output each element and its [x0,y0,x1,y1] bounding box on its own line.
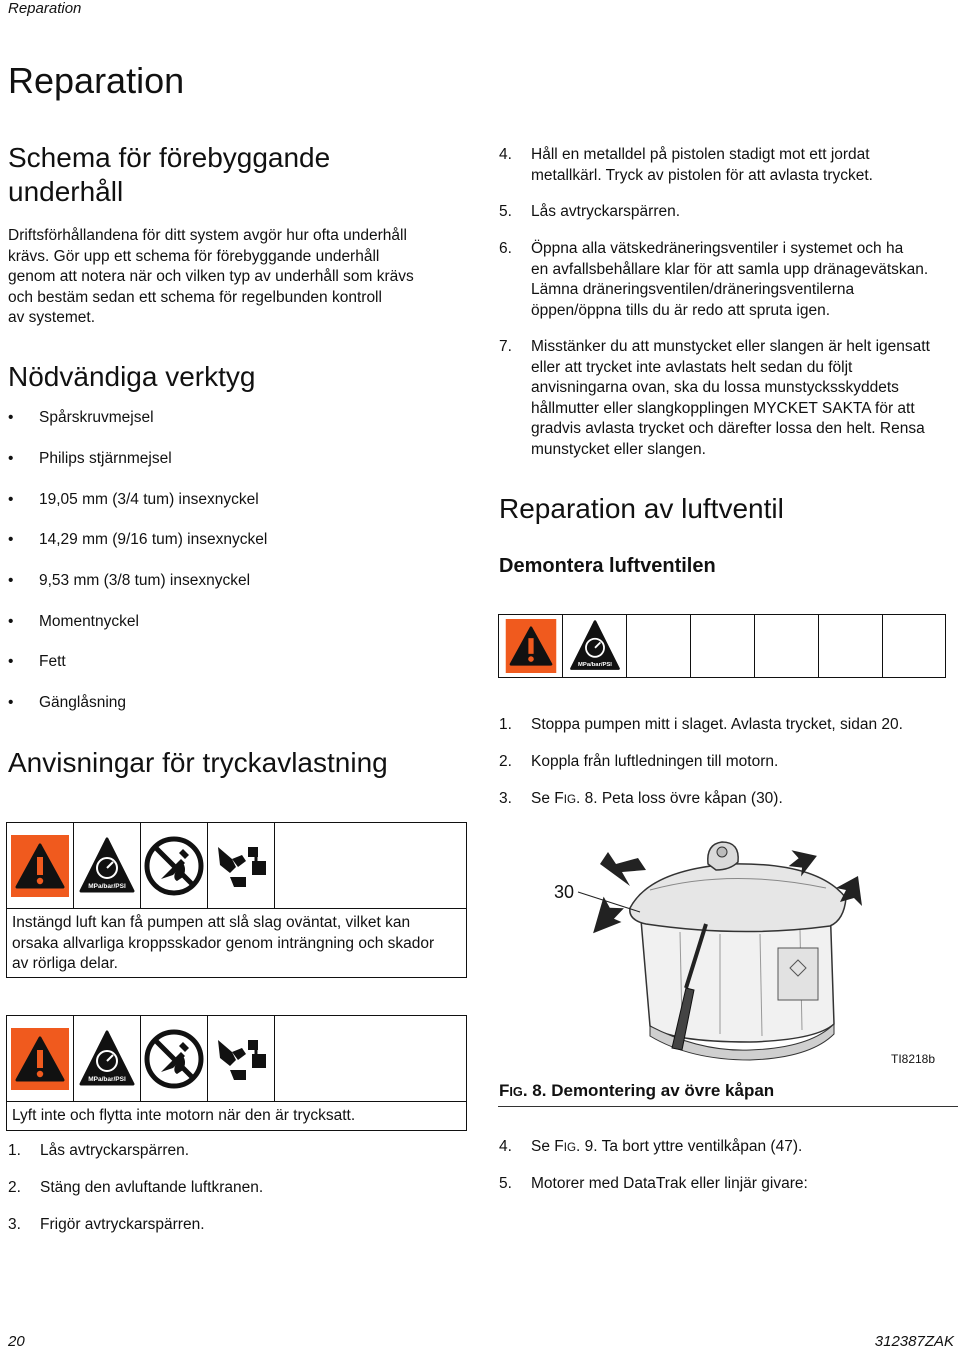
air-valve-step [499,715,954,737]
relief-step [499,145,954,187]
step-line: Håll en metalldel på pistolen stadigt mot ett jordat [531,146,870,163]
tool-label: 14,29 mm (9/16 tum) insexnyckel [39,531,268,548]
empty-icon-cell [883,615,945,677]
no-hand-icon [141,1016,208,1101]
step-number: 7. [499,338,512,355]
step-number: 5. [499,1175,512,1192]
bullet: • [8,613,14,630]
step-text [531,145,873,186]
schedule-line: krävs. Gör upp ett schema för förebyggande underhåll [8,247,380,265]
warning-icon-row [499,615,945,677]
tool-label: Fett [39,653,66,670]
step-text: Stoppa pumpen mitt i slaget. Avlasta trycket, sidan 20. [531,716,903,733]
fig-prefix: Se F [531,1138,564,1155]
air-valve-step [499,752,954,774]
warning-triangle-icon [7,823,74,908]
bullet: • [8,531,14,548]
step-text [531,202,680,223]
step-text [531,789,783,811]
caption-suffix: . 8. Demontering av övre kåpan [522,1081,775,1100]
caption-prefix: F [499,1081,510,1100]
caption-smallcaps: IG [509,1084,523,1099]
step-line: gradvis avlasta trycket och därefter lossa den helt. Rensa [531,420,925,437]
gauge-label: MPa/bar/PSI [577,661,612,668]
step-number: 5. [499,203,512,220]
empty-icon-cell [755,615,819,677]
bullet: • [8,694,14,711]
step-text [531,1137,802,1159]
pressure-gauge-icon [563,615,627,677]
fig-smallcaps: IG [563,793,576,806]
schedule-heading [8,141,330,209]
air-valve-heading: Reparation av luftventil [499,493,784,524]
step-line: öppen/öppna tills du är redo att spruta igen. [531,301,831,319]
empty-icon-cell [275,1016,466,1101]
schedule-line: Driftsförhållandena för ditt system avgör hur ofta underhåll [8,227,407,244]
warning-box-lift [6,1015,467,1131]
pressure-gauge-icon [74,823,141,908]
step-line: Öppna alla vätskedräneringsventiler i systemet och ha [531,240,904,257]
tool-label: 19,05 mm (3/4 tum) insexnyckel [39,491,259,508]
warning-icon-table [498,614,946,678]
air-valve-step [499,789,954,811]
step-number: 1. [499,716,512,733]
page-title: Reparation [8,60,185,101]
schedule-line: genom att notera när och vilken typ av underhåll som krävs [8,268,414,285]
no-hand-icon [141,823,208,908]
schedule-line: av systemet. [8,309,95,326]
fig-suffix: . 8. Peta loss övre kåpan (30). [576,790,783,807]
warning-line: orsaka allvarliga kroppsskador genom inträngning och skador [12,934,435,952]
figure-motor-cover [500,828,956,1076]
warning-box-injection [6,822,467,978]
tool-label: Philips stjärnmejsel [39,450,172,467]
step-text: Koppla från luftledningen till motorn. [531,753,779,770]
fig-suffix: . 9. Ta bort yttre ventilkåpan (47). [576,1138,803,1155]
relief-step [8,1215,468,1237]
empty-icon-cell [691,615,755,677]
air-valve-step [499,1174,954,1196]
figure-reference: TI8218b [891,1052,936,1066]
callout-30: 30 [554,882,575,902]
step-number: 3. [499,790,512,807]
tool-label: Momentnyckel [39,613,139,630]
gauge-label: MPa/bar/PSI [88,882,126,890]
figure-caption [499,1081,774,1101]
step-line: Lås avtryckarspärren. [531,203,681,220]
step-text: Lås avtryckarspärren. [40,1142,190,1159]
relief-step [8,1178,468,1200]
caption-rule [498,1106,958,1107]
bullet: • [8,572,14,589]
empty-icon-cell [275,823,466,908]
tool-label: 9,53 mm (3/8 tum) insexnyckel [39,572,251,589]
tools-heading: Nödvändiga verktyg [8,361,256,392]
warning-line: av rörliga delar. [12,955,118,972]
step-line: hållmutter eller slangkopplingen MYCKET SAKTA för att [531,399,915,417]
bullet: • [8,653,14,670]
warning-triangle-icon [7,1016,74,1101]
empty-icon-cell [819,615,883,677]
schedule-body [8,226,468,329]
step-line: en avfallsbehållare klar för att samla upp dränagevätskan. [531,260,929,278]
pressure-relief-heading: Anvisningar för tryckavlastning [8,747,388,778]
warning-triangle-icon [499,615,563,677]
warning-line: Instängd luft kan få pumpen att slå slag oväntat, vilket kan [12,914,411,931]
step-line: metallkärl. Tryck av pistolen för att avlasta trycket. [531,166,873,184]
bullet: • [8,450,14,467]
relief-step [499,202,954,224]
fig-prefix: Se F [531,790,564,807]
warning-icon-row [7,1016,466,1102]
bullet: • [8,491,14,508]
step-line: munstycket eller slangen. [531,440,706,458]
step-number: 2. [499,753,512,770]
fig-smallcaps: IG [563,1141,576,1154]
tool-label: Gänglåsning [39,694,127,711]
warning-icon-row [7,823,466,909]
document-number: 312387ZAK [874,1333,954,1350]
page-number: 20 [8,1333,25,1350]
step-number: 2. [8,1179,21,1196]
tool-label: Spårskruvmejsel [39,409,154,426]
step-number: 1. [8,1142,21,1159]
gauge-label: MPa/bar/PSI [88,1075,126,1083]
moving-parts-hand-icon [208,823,275,908]
step-text: Motorer med DataTrak eller linjär givare: [531,1175,808,1192]
warning-text-injection [7,909,466,979]
step-number: 4. [499,1138,512,1155]
step-text: Stäng den avluftande luftkranen. [40,1179,264,1196]
step-number: 6. [499,240,512,257]
relief-step [8,1141,468,1163]
pressure-gauge-icon [74,1016,141,1101]
relief-step [499,337,954,463]
air-valve-step [499,1137,954,1159]
step-line: eller att trycket inte avlastats helt sedan du följt [531,358,853,376]
motor-illustration [500,828,956,1076]
relief-step [499,239,954,323]
warning-text-lift: Lyft inte och flytta inte motorn när den är trycksatt. [12,1107,356,1124]
bullet: • [8,409,14,426]
schedule-heading-line-1: Schema för förebyggande [8,142,331,173]
step-number: 3. [8,1216,21,1233]
step-line: anvisningarna ovan, ska du lossa munstycksskyddets [531,379,899,396]
step-line: Lämna dräneringsventilen/dräneringsventilerna [531,281,855,298]
step-line: Misstänker du att munstycket eller slangen är helt igensatt [531,338,930,355]
air-valve-subheading: Demontera luftventilen [499,555,716,577]
step-text: Frigör avtryckarspärren. [40,1216,205,1233]
step-text [531,239,928,321]
schedule-line: och bestäm sedan ett schema för regelbunden kontroll [8,288,382,306]
empty-icon-cell [627,615,691,677]
step-text [531,337,930,460]
running-header: Reparation [8,0,82,17]
step-number: 4. [499,146,512,163]
schedule-heading-line-2: underhåll [8,176,124,207]
moving-parts-hand-icon [208,1016,275,1101]
